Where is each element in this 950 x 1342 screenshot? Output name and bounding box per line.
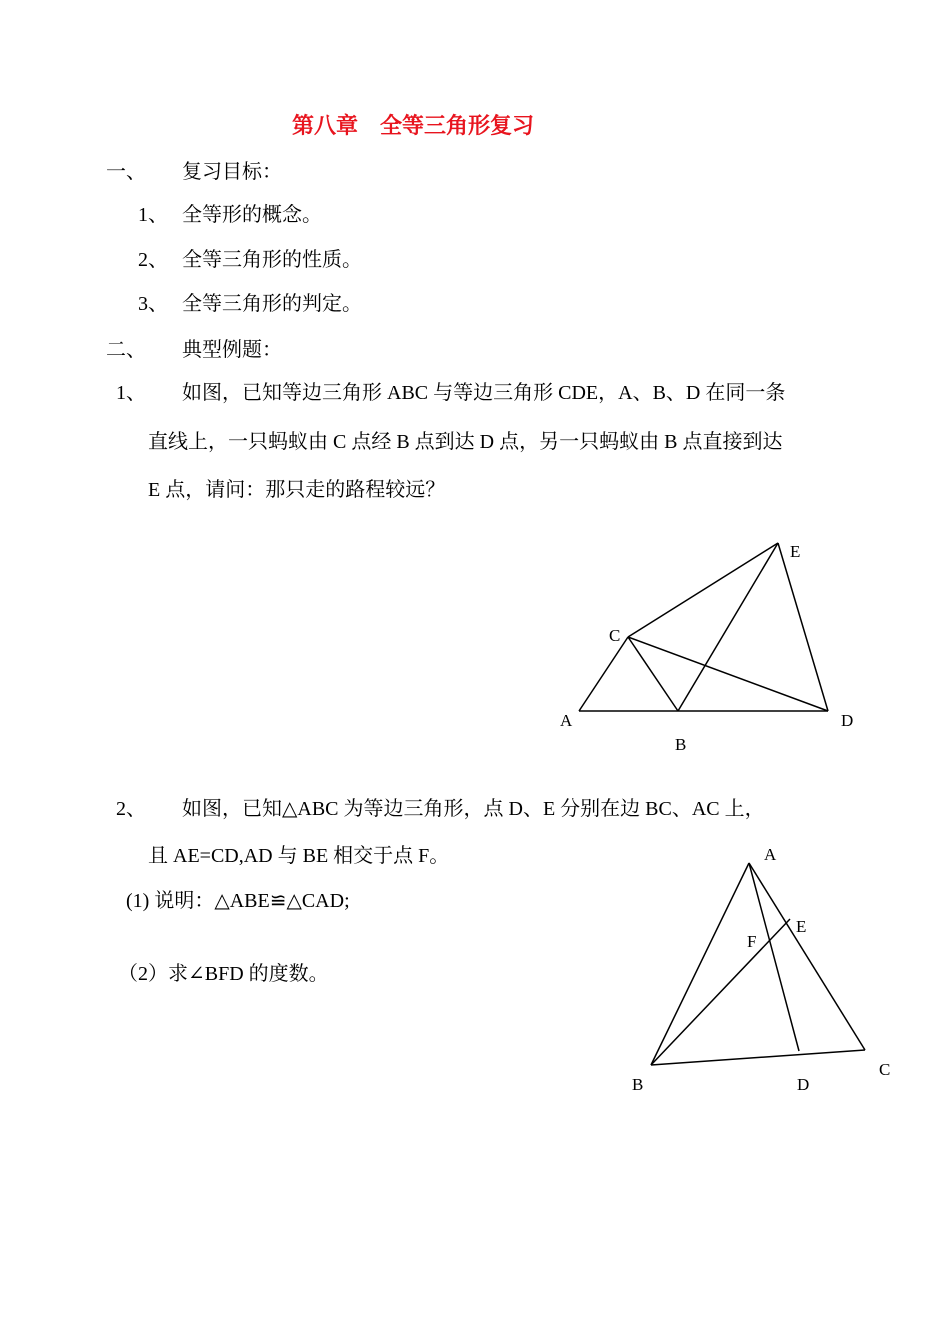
problem2-number: 2、 [116, 798, 146, 820]
fig2-label-A: A [764, 845, 777, 864]
section2-heading: 典型例题： [182, 339, 282, 361]
fig1-label-B: B [675, 735, 687, 754]
problem2-part-1: (1) 说明：△ABE≌△CAD; [126, 890, 350, 912]
problem1-number: 1、 [116, 382, 146, 404]
problem1-line-1: 如图，已知等边三角形 ABC 与等边三角形 CDE，A、B、D 在同一条 [182, 382, 786, 404]
objective-1-number: 1、 [138, 204, 168, 226]
problem1-line-3: E 点，请问：那只走的路程较远？ [148, 479, 446, 501]
segment-BE [651, 919, 790, 1065]
segment-ED [778, 543, 828, 711]
segment-CD [628, 637, 828, 711]
fig2-label-F: F [747, 932, 757, 951]
figure-1 [560, 542, 853, 754]
segment-CB [628, 637, 678, 711]
segment-CE [628, 543, 778, 637]
objective-1-text: 全等形的概念。 [182, 204, 322, 226]
segment-AC [579, 637, 628, 711]
problem2-part-2: （2）求∠BFD 的度数。 [118, 963, 329, 985]
fig1-label-E: E [790, 542, 801, 561]
section1-number: 一、 [106, 161, 146, 183]
fig1-label-A: A [560, 711, 573, 730]
problem1-line-2: 直线上，一只蚂蚁由 C 点经 B 点到达 D 点，另一只蚂蚁由 B 点直接到达 [148, 431, 783, 453]
fig2-label-E: E [796, 917, 807, 936]
objective-3-number: 3、 [138, 293, 168, 315]
fig2-label-C: C [879, 1060, 891, 1079]
fig2-label-B: B [632, 1075, 644, 1094]
fig1-label-D: D [841, 711, 854, 730]
problem2-line-2: 且 AE=CD,AD 与 BE 相交于点 F。 [148, 845, 450, 867]
segment-AC [749, 863, 865, 1050]
page-title: 第八章 全等三角形复习 [292, 113, 535, 138]
problem2-line-1: 如图，已知△ABC 为等边三角形，点 D、E 分别在边 BC、AC 上， [182, 798, 765, 820]
objective-2-text: 全等三角形的性质。 [182, 249, 362, 271]
segment-AD [749, 863, 799, 1051]
segment-BE [678, 543, 778, 711]
segment-BC [651, 1050, 865, 1065]
objective-3-text: 全等三角形的判定。 [182, 293, 362, 315]
fig1-label-C: C [609, 626, 621, 645]
section2-number: 二、 [106, 339, 146, 361]
fig2-label-D: D [797, 1075, 810, 1094]
section1-heading: 复习目标： [182, 161, 282, 183]
figure-2 [632, 845, 890, 1094]
objective-2-number: 2、 [138, 249, 168, 271]
segment-AB [651, 863, 749, 1065]
